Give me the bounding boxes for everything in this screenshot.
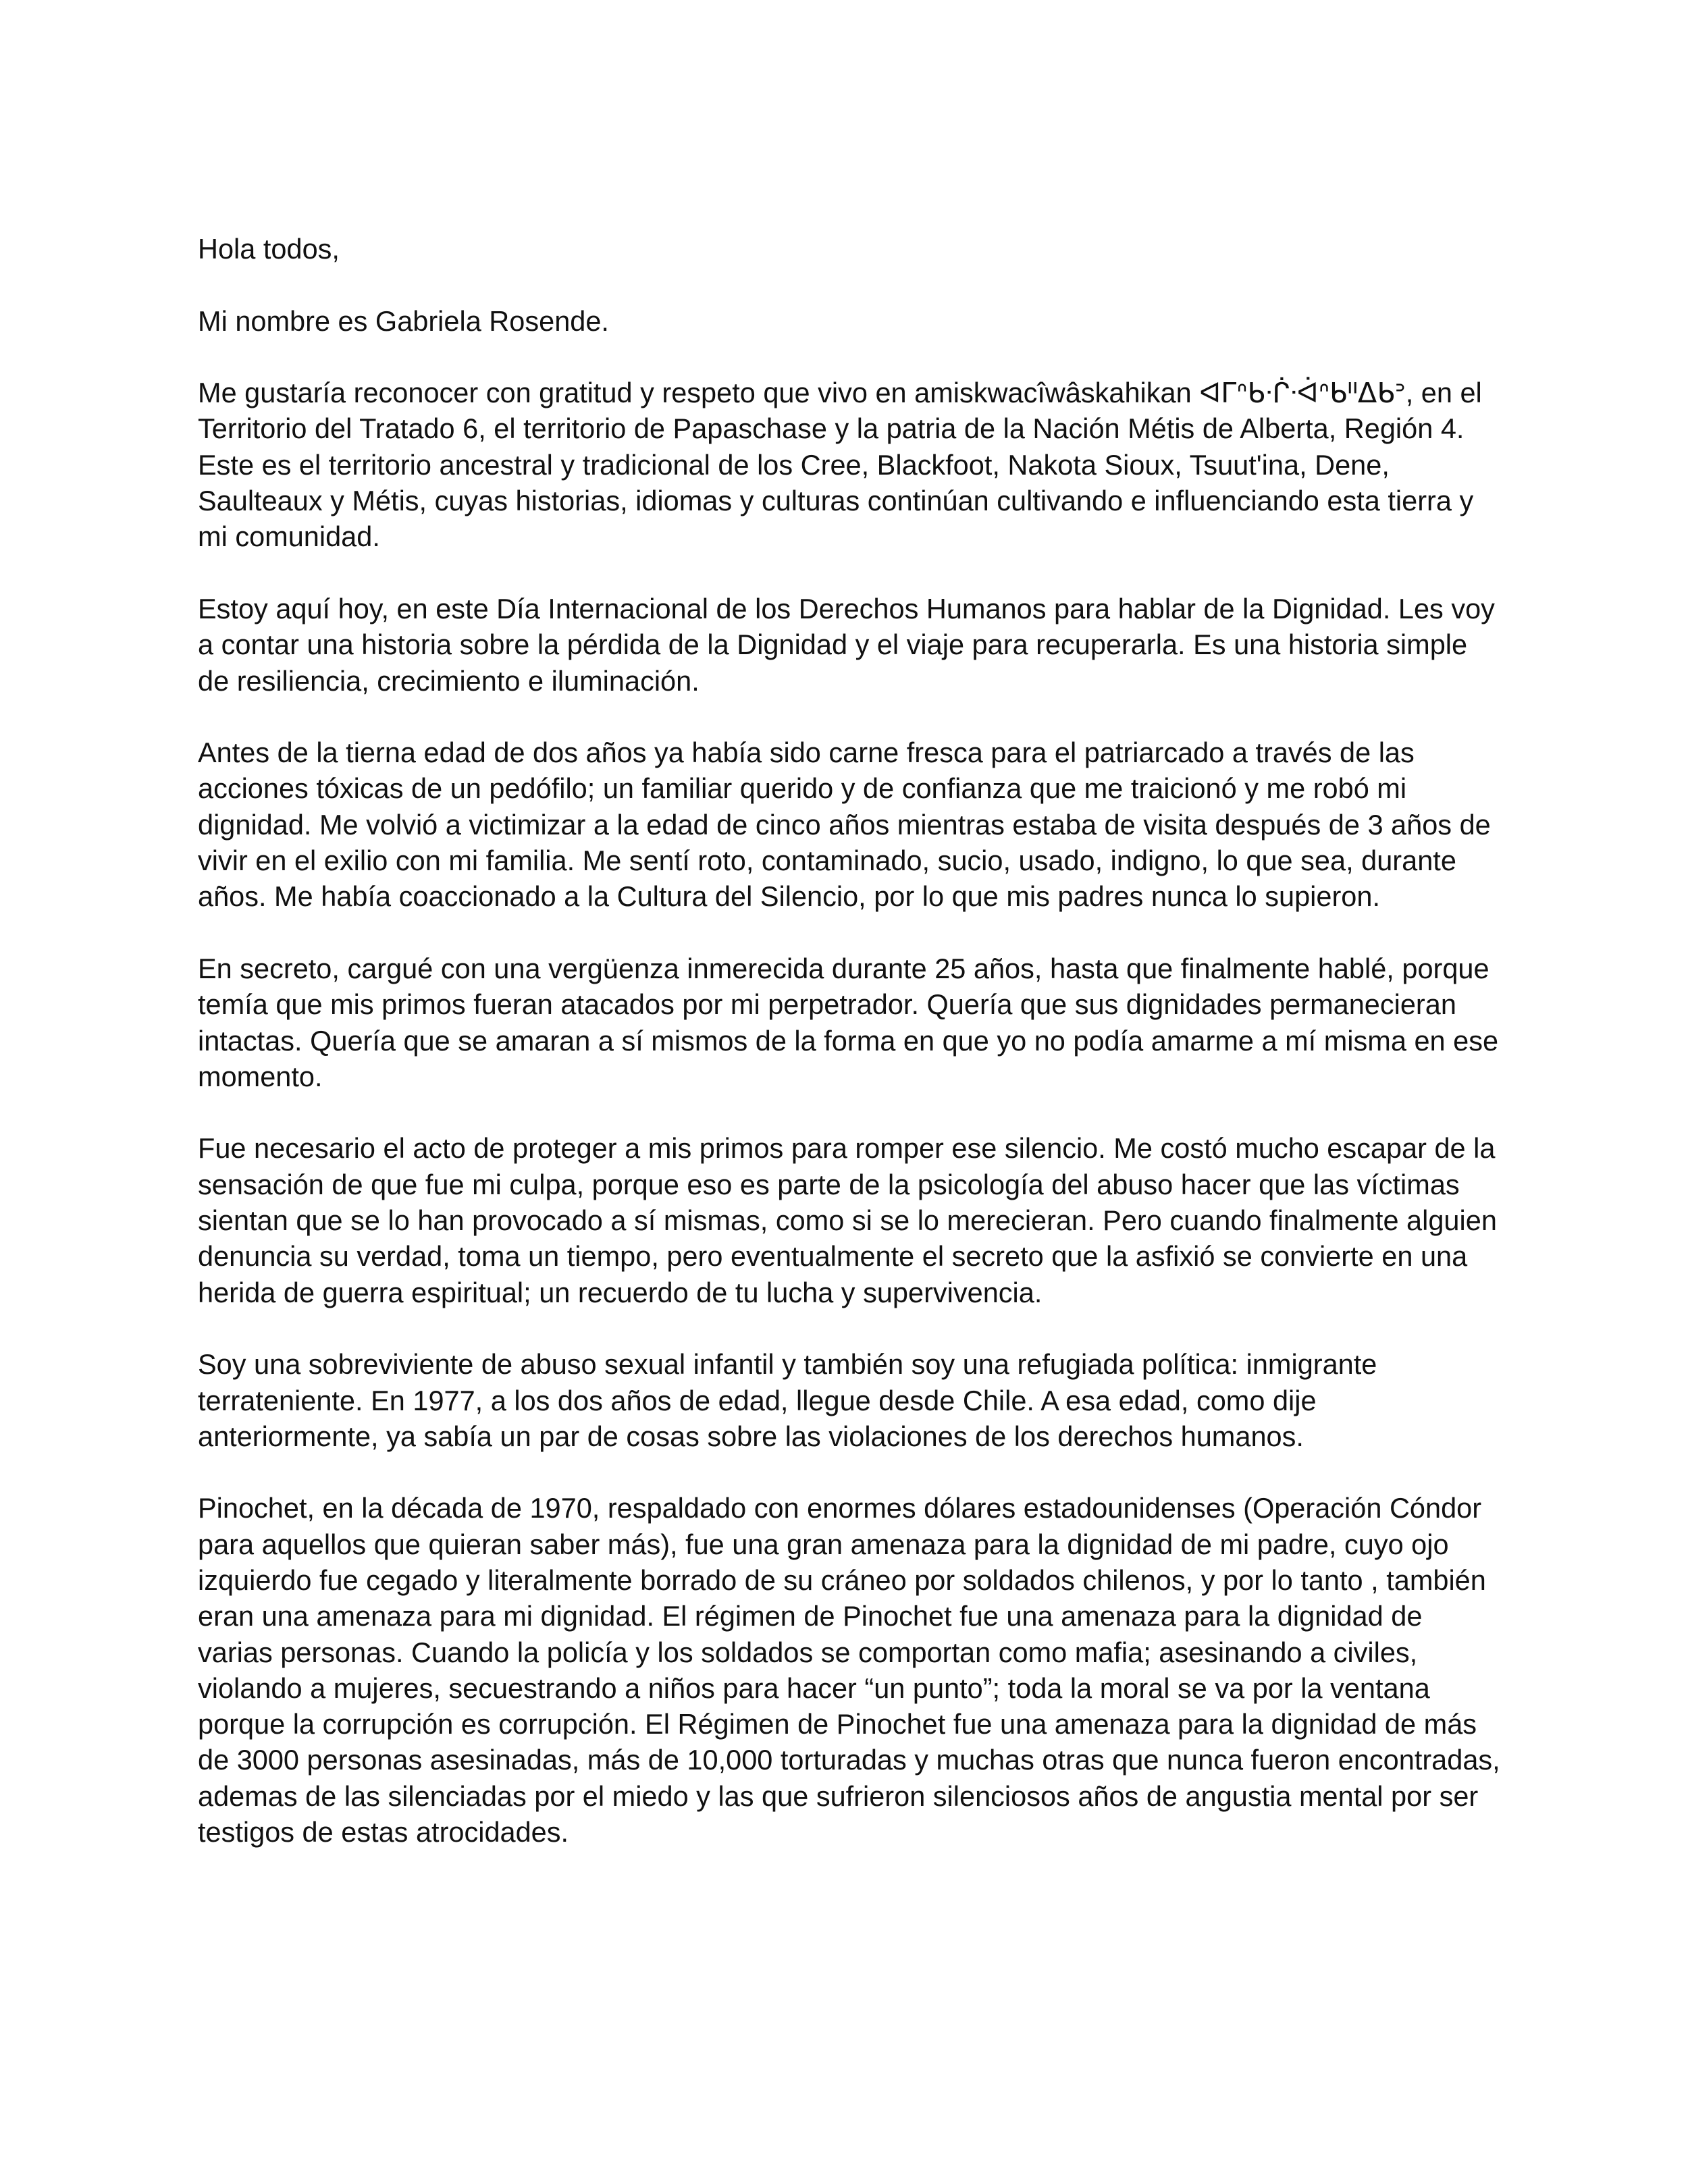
breaking-silence-paragraph: Fue necesario el acto de proteger a mis primos para romper ese silencio. Me costó mucho escapar de la sensación de que fue mi culpa, porque eso es parte de la psicología del abuso hacer que las víctimas sientan que se lo han provocado a sí mismas, como si se lo merecieran. Pero cuando finalmente alguien denuncia su verdad, toma un tiempo, pero eventualmente el secreto que la asfixió se convierte en una herida de guerra espiritual; un recuerdo de tu lucha y supervivencia.: [198, 1132, 1497, 1308]
childhood-abuse-paragraph: Antes de la tierna edad de dos años ya había sido carne fresca para el patriarcado a través de las acciones tóxicas de un pedófilo; un familiar querido y de confianza que me traicionó y me robó mi dignidad. Me volvió a victimizar a la edad de cinco años mientras estaba de visita después de 3 años de vivir en el exilio con mi familia. Me sentí roto, contaminado, sucio, usado, indigno, lo que sea, durante años. Me había coaccionado a la Cultura del Silencio, por lo que mis padres nunca lo supieron.: [198, 737, 1491, 913]
introduction-paragraph: Mi nombre es Gabriela Rosende.: [198, 304, 609, 337]
survivor-refugee-paragraph: Soy una sobreviviente de abuso sexual infantil y también soy una refugiada política: inmigrante terrateniente. En 1977, a los dos años de edad, llegue desde Chile. A esa edad, como dije anteriormente, ya sabía un par de cosas sobre las violaciones de los derechos humanos.: [198, 1348, 1377, 1452]
pinochet-regime-paragraph: Pinochet, en la década de 1970, respaldado con enormes dólares estadounidenses (Operación Cóndor para aquellos que quieran saber más), fue una gran amenaza para la dignidad de mi padre, cuyo ojo izquierdo fue cegado y literalmente borrado de su cráneo por soldados chilenos, y por lo tanto , también eran una amenaza para mi dignidad. El régimen de Pinochet fue una amenaza para la dignidad de varias personas. Cuando la policía y los soldados se comportan como mafia; asesinando a civiles, violando a mujeres, secuestrando a niños para hacer “un punto”; toda la moral se va por la ventana porque la corrupción es corrupción. El Régimen de Pinochet fue una amenaza para la dignidad de más de 3000 personas asesinadas, más de 10,000 torturadas y muchas otras que nunca fueron encontradas, ademas de las silenciadas por el miedo y las que sufrieron silenciosos años de angustia mental por ser testigos de estas atrocidades.: [198, 1492, 1500, 1848]
secret-shame-paragraph: En secreto, cargué con una vergüenza inmerecida durante 25 años, hasta que finalmente hablé, porque temía que mis primos fueran atacados por mi perpetrador. Quería que sus dignidades permanecieran intactas. Quería que se amaran a sí mismos de la forma en que yo no podía amarme a mí misma en ese momento.: [198, 952, 1499, 1092]
document-body: [198, 231, 1501, 1850]
greeting-paragraph: Hola todos,: [198, 233, 340, 265]
land-acknowledgement-paragraph: Me gustaría reconocer con gratitud y respeto que vivo en amiskwacîwâskahikan ᐊᒥᐢᑲᐧᒌᐧᐋᐢᑲᐦᐃᑲᐣ, en el Territorio del Tratado 6, el territorio de Papaschase y la patria de la Nación Métis de Alberta, Región 4. Este es el territorio ancestral y tradicional de los Cree, Blackfoot, Nakota Sioux, Tsuut'ina, Dene, Saulteaux y Métis, cuyas historias, idiomas y culturas continúan cultivando e influenciando esta tierra y mi comunidad.: [198, 377, 1482, 553]
human-rights-day-paragraph: Estoy aquí hoy, en este Día Internacional de los Derechos Humanos para hablar de la Dignidad. Les voy a contar una historia sobre la pérdida de la Dignidad y el viaje para recuperarla. Es una historia simple de resiliencia, crecimiento e iluminación.: [198, 592, 1495, 697]
